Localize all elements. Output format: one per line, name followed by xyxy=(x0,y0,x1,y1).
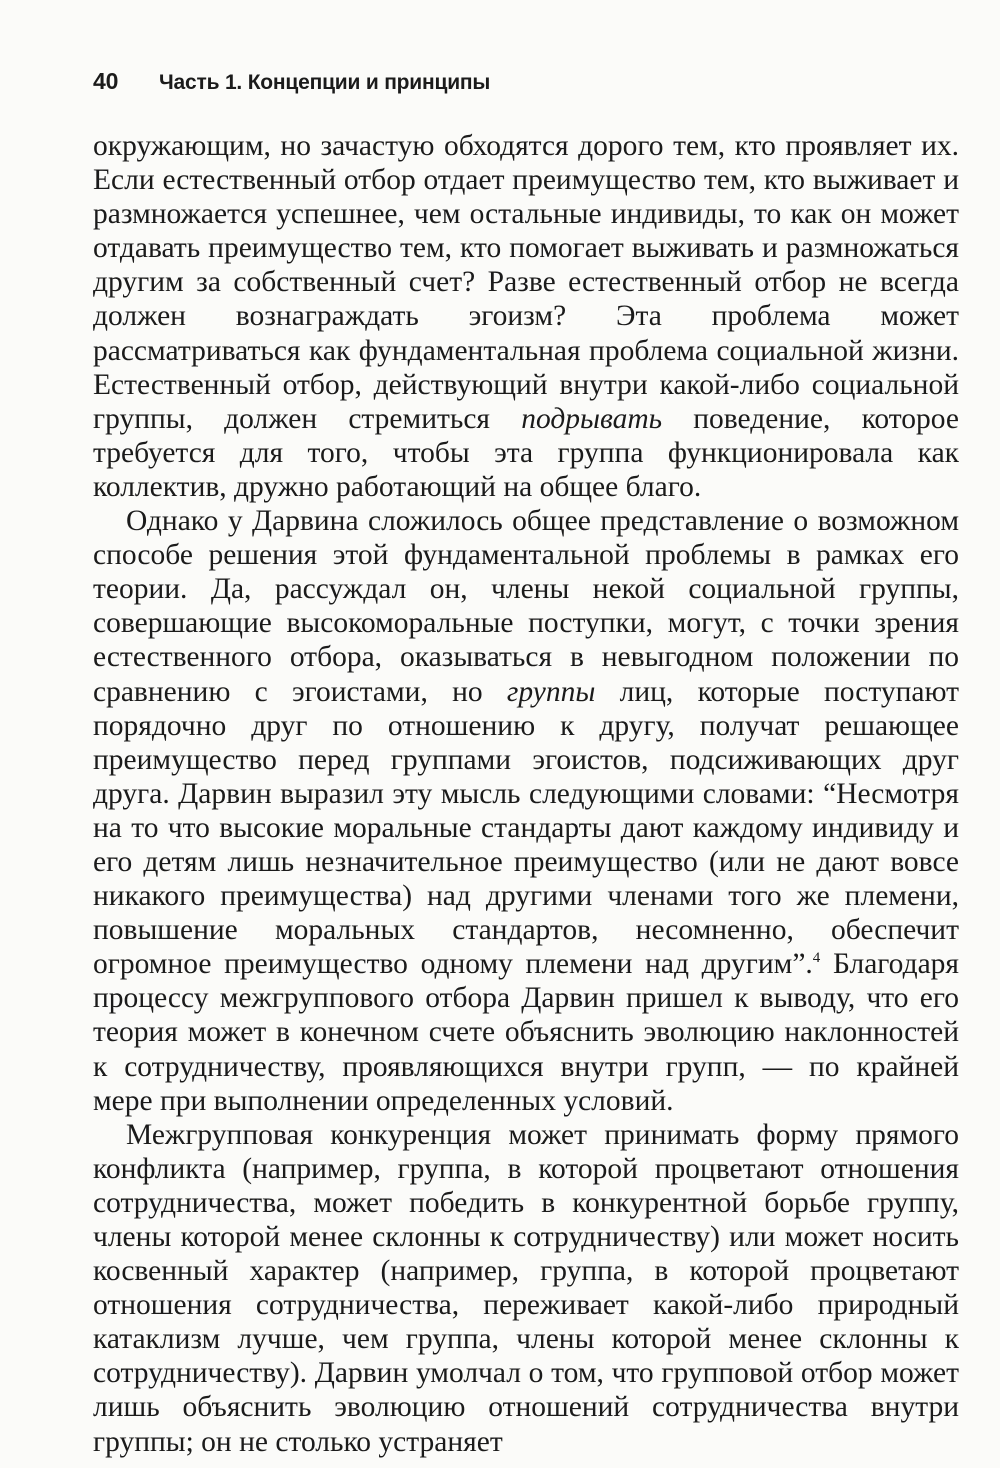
footnote-ref: 4 xyxy=(812,950,821,967)
emphasis: подрывать xyxy=(521,402,663,435)
paragraph xyxy=(93,129,959,504)
running-title: Часть 1. Концепции и принципы xyxy=(159,71,491,94)
text-run: Однако у Дарвина сложилось общее представление о возможном способе решения этой фундаментальной проблемы в рамках его теории. Да, рассуждал он, члены некой социальной группы, совершающие высокоморальные поступки, могут, с точки зрения естественного отбора, оказываться в невыгодном положении по сравнению с эгоистами, но xyxy=(93,505,959,708)
paragraph xyxy=(93,504,959,1118)
text-run: Благодаря процессу межгруппового отбора Дарвин пришел к выводу, что его теория может в конечном счете объяснить эволюцию наклонностей к сотрудничеству, проявляющихся внутри групп, — по крайней мере при выполнении определенных условий. xyxy=(93,948,959,1117)
text-run: окружающим, но зачастую обходятся дорого тем, кто проявляет их. Если естественный отбор отдает преимущество тем, кто выживает и размножается успешнее, чем остальные индивиды, то как он может отдавать преимущество тем, кто помогает выживать и размножаться другим за собственный счет? Разве естественный отбор не всегда должен вознаграждать эгоизм? Эта проблема может рассматриваться как фундаментальная проблема социальной жизни. Естественный отбор, действующий внутри какой-либо социальной группы, должен стремиться xyxy=(93,130,959,435)
page-number: 40 xyxy=(93,68,119,94)
text-run: поведение, которое требуется для того, чтобы эта группа функционировала как коллектив, дружно работающий на общее благо. xyxy=(93,402,960,503)
running-head xyxy=(93,68,490,95)
text-run: Межгрупповая конкуренция может принимать форму прямого конфликта (например, группа, в которой процветают отношения сотрудничества, может победить в конкурентной борьбе группу, члены которой менее склонны к сотрудничеству) или может носить косвенный характер (например, группа, в которой процветают отношения сотрудничества, переживает какой-либо природный катаклизм лучше, чем группа, члены которой менее склонны к сотрудничеству). Дарвин умолчал о том, что групповой отбор может лишь объяснить эволюцию отношений сотрудничества внутри группы; он не столько устраняет xyxy=(93,1118,959,1458)
text-run: лиц, которые поступают порядочно друг по отношению к другу, получат решающее преимущество перед группами эгоистов, подсиживающих друг друга. Дарвин выразил эту мысль следующими словами: “Несмотря на то что высокие моральные стандарты дают каждому индивиду и его детям лишь незначительное преимущество (или не дают вовсе никакого преимущества) над другими членами того же племени, повышение моральных стандартов, несомненно, обеспечит огромное преимущество одному племени над другим”. xyxy=(93,675,959,981)
body-text xyxy=(93,129,959,1459)
emphasis: группы xyxy=(506,675,596,708)
paragraph xyxy=(93,1118,959,1459)
